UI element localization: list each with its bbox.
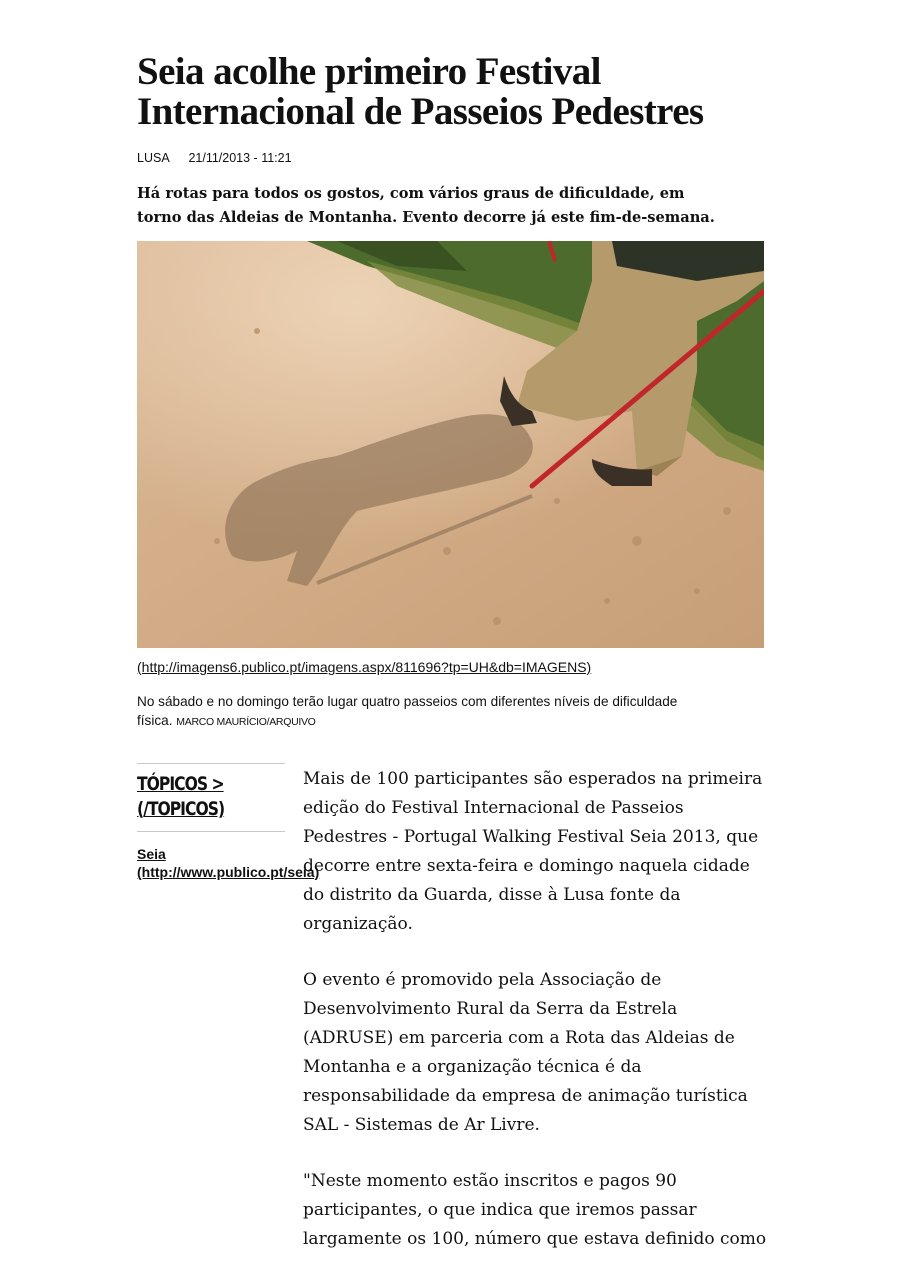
photo-credit: MARCO MAURÍCIO/ARQUIVO [176,716,316,728]
body-line: Pedestres - Portugal Walking Festival Seia 2013, que [303,827,759,847]
body-paragraph [303,966,773,1140]
body-line: SAL - Sistemas de Ar Livre. [303,1115,540,1135]
topic-line: Seia [137,846,166,862]
caption-line-last [137,711,767,732]
body-paragraph [303,765,773,939]
body-line: Montanha e a organização técnica é da [303,1057,642,1077]
byline [137,151,292,165]
topics-bottom-divider [137,831,285,832]
image-source-link[interactable]: (http://imagens6.publico.pt/imagens.aspx/811696?tp=UH&db=IMAGENS) [137,659,592,675]
topic-line: (http://www.publico.pt/seia) [137,864,320,880]
lead-line: torno das Aldeias de Montanha. Evento decorre já este fim-de-semana. [137,209,715,226]
body-line: (ADRUSE) em parceria com a Rota das Aldeias de [303,1028,735,1048]
body-line: do distrito da Guarda, disse à Lusa fonte da [303,885,681,905]
body-paragraph [303,1167,773,1254]
article-body [303,765,773,1281]
topics-link[interactable] [137,772,224,822]
photo-caption [137,692,767,732]
body-line: edição do Festival Internacional de Passeios [303,798,684,818]
caption-text: física. [137,713,173,728]
caption-line: No sábado e no domingo terão lugar quatro passeios com diferentes níveis de dificuldade [137,694,678,709]
body-line: Desenvolvimento Rural da Serra da Estrela [303,999,678,1019]
lead-line: Há rotas para todos os gostos, com vários graus de dificuldade, em [137,185,685,202]
body-line: decorre entre sexta-feira e domingo naquela cidade [303,856,750,876]
topics-line: TÓPICOS > [137,773,224,795]
body-line: largamente os 100, número que estava definido como [303,1229,767,1249]
byline-datetime: 21/11/2013 - 11:21 [188,151,292,165]
body-line: Mais de 100 participantes são esperados na primeira [303,769,763,789]
body-line: organização. [303,914,413,934]
headline-line: Seia acolhe primeiro Festival [137,50,601,93]
article-headline [137,52,777,132]
body-line: responsabilidade da empresa de animação turística [303,1086,748,1106]
body-line: O evento é promovido pela Associação de [303,970,662,990]
topics-line: (/TOPICOS) [137,798,225,820]
article-lead [137,182,767,230]
headline-line: Internacional de Passeios Pedestres [137,90,704,133]
topic-link-seia[interactable] [137,845,319,881]
topics-top-divider [137,763,285,764]
body-line: "Neste momento estão inscritos e pagos 90 [303,1171,677,1191]
article-photo [137,241,764,648]
body-line: participantes, o que indica que iremos passar [303,1200,697,1220]
byline-agency: LUSA [137,151,169,165]
